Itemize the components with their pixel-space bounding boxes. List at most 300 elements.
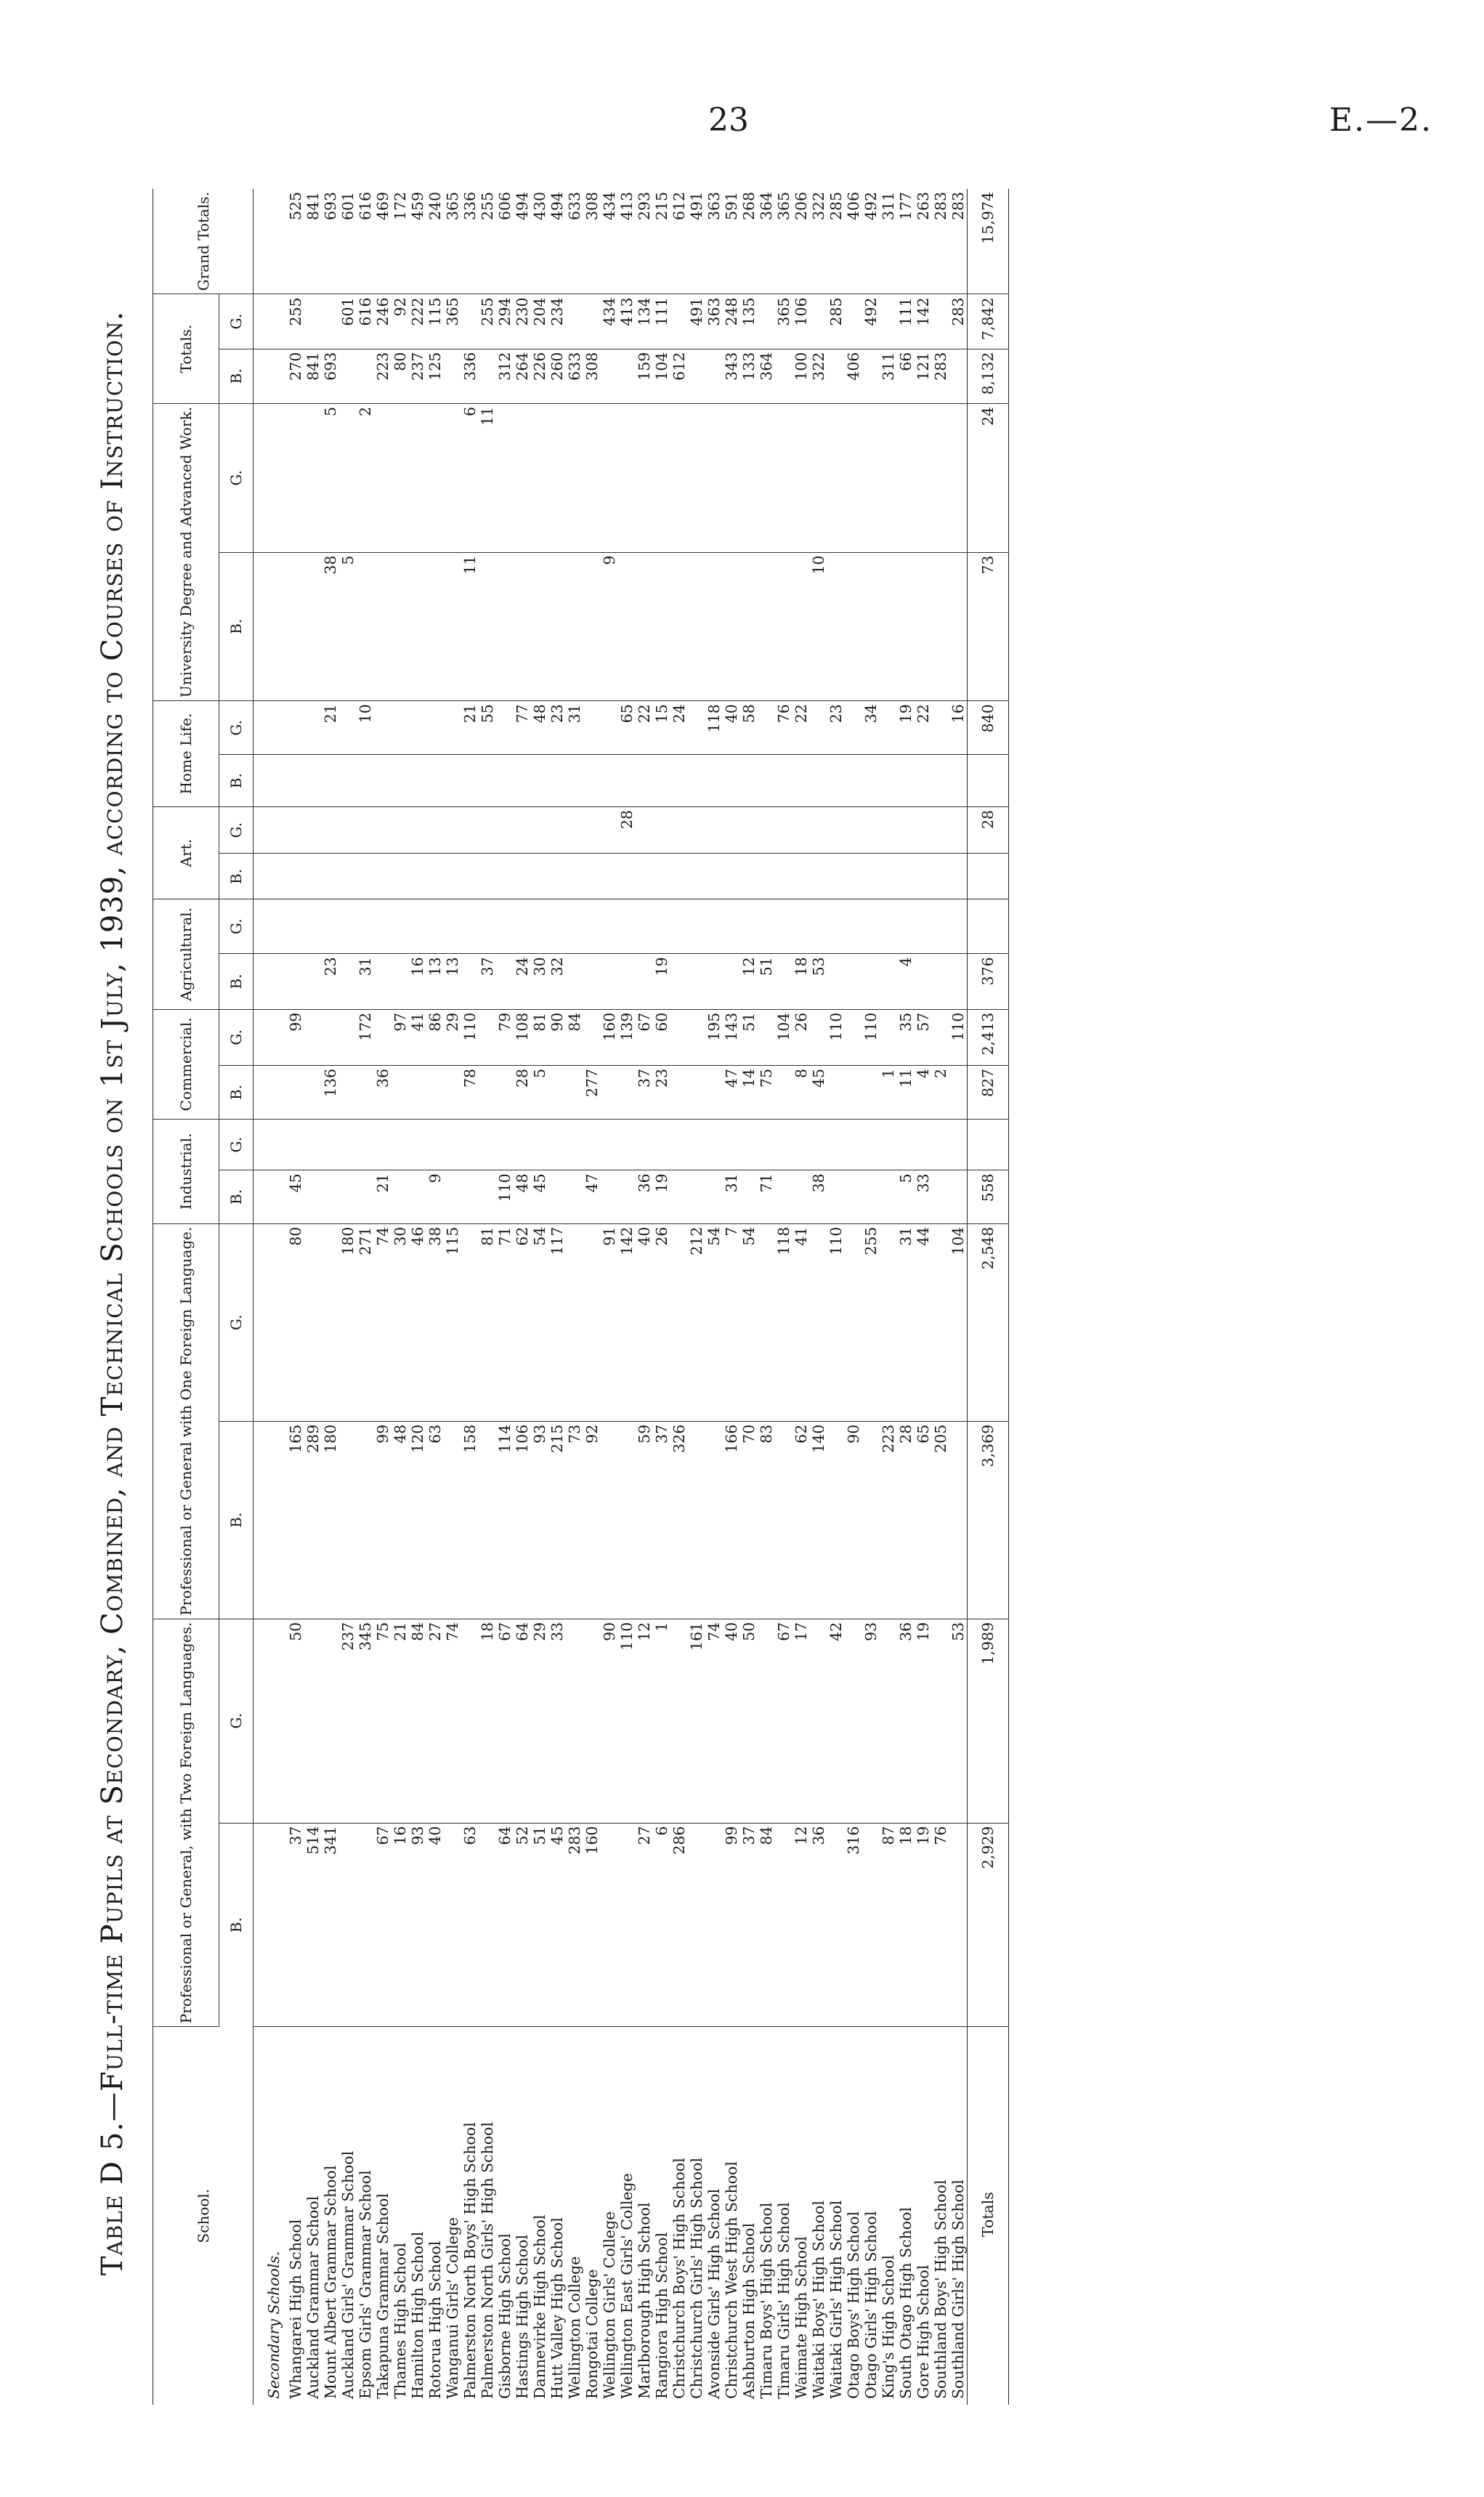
value-cell: 365: [775, 294, 792, 349]
value-cell: 2: [932, 1065, 949, 1119]
total-cell: 28: [968, 806, 1009, 854]
empty-cell: [254, 1619, 288, 1823]
value-cell: [688, 1170, 705, 1223]
value-cell: [548, 552, 566, 701]
value-cell: 6: [653, 1823, 670, 2027]
value-cell: 87: [880, 1823, 897, 2027]
grand-total-cell: 336: [461, 189, 479, 294]
value-cell: [740, 403, 758, 552]
empty-cell: [254, 189, 288, 294]
value-cell: [583, 552, 601, 701]
value-cell: [618, 552, 636, 701]
value-cell: 50: [740, 1619, 758, 1823]
value-cell: [339, 1009, 357, 1065]
value-cell: [601, 755, 618, 807]
school-name: Wanganui Girls' College: [444, 2217, 461, 2399]
page-number: 23: [708, 102, 749, 139]
col-sub-girls: G.: [219, 1619, 254, 1823]
value-cell: [845, 899, 862, 954]
section-row: [254, 189, 288, 2405]
value-cell: 41: [792, 1223, 810, 1421]
table-row: [705, 189, 723, 2405]
value-cell: [583, 899, 601, 954]
value-cell: [322, 755, 339, 807]
school-name: Gisborne High School: [496, 2233, 514, 2399]
value-cell: [339, 1065, 357, 1119]
value-cell: [810, 1619, 827, 1823]
value-cell: [670, 1009, 688, 1065]
grand-total-cell: 434: [601, 189, 618, 294]
value-cell: [775, 349, 792, 403]
grand-total-cell: 172: [392, 189, 409, 294]
value-cell: [670, 1223, 688, 1421]
school-name: Hastings High School: [514, 2234, 531, 2399]
empty-cell: [254, 403, 288, 552]
value-cell: [670, 806, 688, 854]
value-cell: [758, 1120, 775, 1170]
school-name: Marlborough High School: [636, 2202, 653, 2399]
value-cell: [583, 954, 601, 1009]
table-row: [322, 189, 339, 2405]
value-cell: [775, 552, 792, 701]
value-cell: [827, 755, 845, 807]
value-cell: [897, 899, 915, 954]
value-cell: 84: [409, 1619, 426, 1823]
value-cell: [880, 954, 897, 1009]
school-name: Timaru Girls' High School: [775, 2202, 792, 2399]
value-cell: 160: [601, 1009, 618, 1065]
value-cell: [792, 1170, 810, 1223]
total-cell: 1,989: [968, 1619, 1009, 1823]
value-cell: [897, 854, 915, 899]
value-cell: [618, 1170, 636, 1223]
value-cell: [426, 806, 444, 854]
value-cell: [880, 1009, 897, 1065]
school-name: Gore High School: [915, 2265, 932, 2399]
value-cell: [357, 1065, 374, 1119]
value-cell: [514, 755, 531, 807]
value-cell: [339, 1421, 357, 1619]
value-cell: [932, 755, 949, 807]
value-cell: 9: [426, 1170, 444, 1223]
value-cell: [322, 1223, 339, 1421]
value-cell: [601, 1823, 618, 2027]
value-cell: 23: [827, 701, 845, 755]
value-cell: [618, 1823, 636, 2027]
value-cell: [653, 403, 670, 552]
col-sub-boys: B.: [219, 1421, 254, 1619]
grand-total-cell: 591: [723, 189, 740, 294]
value-cell: [740, 806, 758, 854]
value-cell: 160: [583, 1823, 601, 2027]
value-cell: 40: [723, 701, 740, 755]
value-cell: [792, 755, 810, 807]
value-cell: 16: [409, 954, 426, 1009]
value-cell: [374, 806, 392, 854]
table-row: [496, 189, 514, 2405]
value-cell: 99: [723, 1823, 740, 2027]
value-cell: 65: [618, 701, 636, 755]
value-cell: 283: [949, 294, 968, 349]
value-cell: [949, 1170, 968, 1223]
value-cell: [287, 899, 304, 954]
value-cell: 36: [810, 1823, 827, 2027]
value-cell: 406: [845, 349, 862, 403]
value-cell: 40: [723, 1619, 740, 1823]
value-cell: [653, 854, 670, 899]
col-sub-boys: B.: [219, 954, 254, 1009]
col-sub-girls: G.: [219, 1120, 254, 1170]
value-cell: 271: [357, 1223, 374, 1421]
value-cell: 30: [392, 1223, 409, 1421]
school-name: Auckland Grammar School: [304, 2196, 322, 2399]
value-cell: [461, 294, 479, 349]
value-cell: 134: [636, 294, 653, 349]
value-cell: [479, 1170, 496, 1223]
grand-total-cell: 293: [636, 189, 653, 294]
value-cell: [304, 755, 322, 807]
value-cell: [548, 1065, 566, 1119]
value-cell: [357, 899, 374, 954]
value-cell: [566, 1120, 583, 1170]
value-cell: [705, 899, 723, 954]
value-cell: [688, 349, 705, 403]
value-cell: [862, 899, 880, 954]
value-cell: 140: [810, 1421, 827, 1619]
value-cell: [548, 1120, 566, 1170]
grand-total-cell: 363: [705, 189, 723, 294]
value-cell: 246: [374, 294, 392, 349]
value-cell: [740, 1120, 758, 1170]
value-cell: [339, 349, 357, 403]
value-cell: [479, 349, 496, 403]
value-cell: [827, 806, 845, 854]
value-cell: [915, 806, 932, 854]
grand-total-cell: 606: [496, 189, 514, 294]
value-cell: [932, 854, 949, 899]
value-cell: 2: [357, 403, 374, 552]
value-cell: 30: [531, 954, 548, 1009]
value-cell: [740, 854, 758, 899]
value-cell: [583, 701, 601, 755]
value-cell: 24: [514, 954, 531, 1009]
value-cell: [915, 899, 932, 954]
total-cell: 840: [968, 701, 1009, 755]
value-cell: [287, 854, 304, 899]
value-cell: [287, 552, 304, 701]
value-cell: 91: [601, 1223, 618, 1421]
value-cell: 83: [758, 1421, 775, 1619]
value-cell: 48: [514, 1170, 531, 1223]
value-cell: [618, 349, 636, 403]
value-cell: 63: [426, 1421, 444, 1619]
value-cell: [688, 552, 705, 701]
value-cell: [392, 1170, 409, 1223]
school-name: Whangarei High School: [287, 2219, 304, 2399]
value-cell: [810, 899, 827, 954]
table-row: [548, 189, 566, 2405]
value-cell: [339, 403, 357, 552]
school-name: Christchurch Boys' High School: [670, 2158, 688, 2399]
value-cell: 19: [653, 1170, 670, 1223]
value-cell: [322, 806, 339, 854]
value-cell: 47: [723, 1065, 740, 1119]
table-row: [897, 189, 915, 2405]
value-cell: [392, 954, 409, 1009]
value-cell: [775, 1170, 792, 1223]
value-cell: [566, 899, 583, 954]
value-cell: 84: [566, 1009, 583, 1065]
grand-total-cell: 469: [374, 189, 392, 294]
value-cell: 12: [792, 1823, 810, 2027]
table-row: [862, 189, 880, 2405]
value-cell: 31: [723, 1170, 740, 1223]
col-sub-boys: B.: [219, 349, 254, 403]
value-cell: [461, 854, 479, 899]
value-cell: 215: [548, 1421, 566, 1619]
value-cell: 491: [688, 294, 705, 349]
value-cell: 22: [636, 701, 653, 755]
grand-total-cell: 365: [775, 189, 792, 294]
value-cell: [339, 854, 357, 899]
value-cell: 601: [339, 294, 357, 349]
col-group-agricultural: Agricultural.: [153, 899, 219, 1009]
table-row: [827, 189, 845, 2405]
value-cell: 364: [758, 349, 775, 403]
value-cell: 10: [810, 552, 827, 701]
value-cell: [932, 403, 949, 552]
value-cell: [496, 1120, 514, 1170]
value-cell: 133: [740, 349, 758, 403]
value-cell: [444, 1120, 461, 1170]
value-cell: 48: [392, 1421, 409, 1619]
value-cell: 38: [426, 1223, 444, 1421]
value-cell: 76: [775, 701, 792, 755]
col-group-totals: Totals.: [153, 294, 219, 404]
value-cell: [949, 1065, 968, 1119]
value-cell: [304, 806, 322, 854]
value-cell: 104: [653, 349, 670, 403]
value-cell: 226: [531, 349, 548, 403]
value-cell: [392, 552, 409, 701]
value-cell: [479, 899, 496, 954]
value-cell: [897, 806, 915, 854]
value-cell: [880, 755, 897, 807]
empty-cell: [254, 755, 288, 807]
value-cell: [461, 1619, 479, 1823]
grand-total-cell: 263: [915, 189, 932, 294]
school-name: Rongotai College: [583, 2269, 601, 2399]
value-cell: 51: [740, 1009, 758, 1065]
value-cell: [758, 755, 775, 807]
value-cell: [949, 349, 968, 403]
total-cell: [968, 854, 1009, 899]
value-cell: [688, 854, 705, 899]
value-cell: 28: [897, 1421, 915, 1619]
col-sub-girls: G.: [219, 294, 254, 349]
value-cell: 264: [514, 349, 531, 403]
value-cell: [915, 854, 932, 899]
value-cell: [479, 1120, 496, 1170]
value-cell: [670, 854, 688, 899]
value-cell: [357, 806, 374, 854]
grand-total-cell: 215: [653, 189, 670, 294]
value-cell: [810, 806, 827, 854]
value-cell: [339, 899, 357, 954]
value-cell: [758, 552, 775, 701]
col-school: School.: [153, 2027, 254, 2405]
value-cell: 31: [566, 701, 583, 755]
value-cell: [601, 701, 618, 755]
value-cell: [601, 1170, 618, 1223]
value-cell: [479, 1009, 496, 1065]
value-cell: [409, 552, 426, 701]
grand-total-cell: 322: [810, 189, 827, 294]
col-sub-girls: G.: [219, 403, 254, 552]
value-cell: 57: [915, 1009, 932, 1065]
table-row: [426, 189, 444, 2405]
value-cell: 104: [775, 1009, 792, 1065]
value-cell: [339, 701, 357, 755]
school-name: Christchurch Girls' High School: [688, 2157, 705, 2399]
value-cell: 6: [461, 403, 479, 552]
value-cell: [705, 1823, 723, 2027]
value-cell: 7: [723, 1223, 740, 1421]
value-cell: 492: [862, 294, 880, 349]
value-cell: 11: [461, 552, 479, 701]
value-cell: 29: [531, 1619, 548, 1823]
value-cell: 33: [548, 1619, 566, 1823]
value-cell: 117: [548, 1223, 566, 1421]
value-cell: [496, 954, 514, 1009]
value-cell: [339, 1823, 357, 2027]
value-cell: [845, 1223, 862, 1421]
value-cell: [915, 403, 932, 552]
value-cell: [862, 1065, 880, 1119]
value-cell: 33: [915, 1170, 932, 1223]
grand-total-cell: 492: [862, 189, 880, 294]
value-cell: [949, 854, 968, 899]
value-cell: [880, 403, 897, 552]
value-cell: [496, 755, 514, 807]
value-cell: 40: [426, 1823, 444, 2027]
value-cell: [705, 349, 723, 403]
value-cell: [566, 552, 583, 701]
value-cell: [287, 755, 304, 807]
grand-total-cell: 285: [827, 189, 845, 294]
value-cell: [775, 1421, 792, 1619]
value-cell: 159: [636, 349, 653, 403]
grand-total-cell: 633: [566, 189, 583, 294]
value-cell: 135: [740, 294, 758, 349]
total-cell: [968, 1120, 1009, 1170]
value-cell: [287, 1065, 304, 1119]
value-cell: [531, 755, 548, 807]
value-cell: 142: [618, 1223, 636, 1421]
value-cell: 36: [636, 1170, 653, 1223]
value-cell: [409, 806, 426, 854]
value-cell: [461, 755, 479, 807]
value-cell: [636, 552, 653, 701]
value-cell: [601, 403, 618, 552]
value-cell: [862, 854, 880, 899]
empty-cell: [254, 1823, 288, 2027]
value-cell: [566, 755, 583, 807]
value-cell: 312: [496, 349, 514, 403]
value-cell: [583, 854, 601, 899]
value-cell: [670, 755, 688, 807]
value-cell: 260: [548, 349, 566, 403]
value-cell: [566, 1170, 583, 1223]
value-cell: [688, 755, 705, 807]
value-cell: 26: [653, 1223, 670, 1421]
value-cell: [601, 1421, 618, 1619]
value-cell: 16: [392, 1823, 409, 2027]
value-cell: 65: [915, 1421, 932, 1619]
value-cell: [880, 1223, 897, 1421]
value-cell: [444, 1823, 461, 2027]
value-cell: 841: [304, 349, 322, 403]
empty-cell: [254, 1421, 288, 1619]
value-cell: [444, 701, 461, 755]
value-cell: [688, 1823, 705, 2027]
value-cell: [357, 1120, 374, 1170]
value-cell: [792, 403, 810, 552]
value-cell: 79: [496, 1009, 514, 1065]
value-cell: [304, 1223, 322, 1421]
value-cell: 121: [915, 349, 932, 403]
value-cell: [426, 1120, 444, 1170]
grand-total-cell: 364: [758, 189, 775, 294]
table-row: [583, 189, 601, 2405]
value-cell: 58: [740, 701, 758, 755]
value-cell: [496, 854, 514, 899]
value-cell: 81: [531, 1009, 548, 1065]
value-cell: 18: [897, 1823, 915, 2027]
value-cell: 80: [287, 1223, 304, 1421]
value-cell: 37: [740, 1823, 758, 2027]
value-cell: 23: [322, 954, 339, 1009]
value-cell: [287, 701, 304, 755]
value-cell: 90: [548, 1009, 566, 1065]
value-cell: [880, 294, 897, 349]
table-row: [618, 189, 636, 2405]
value-cell: [601, 1120, 618, 1170]
value-cell: [601, 806, 618, 854]
value-cell: [775, 755, 792, 807]
grand-total-cell: 283: [932, 189, 949, 294]
value-cell: [670, 403, 688, 552]
table-row: [339, 189, 357, 2405]
value-cell: [496, 403, 514, 552]
value-cell: [566, 1223, 583, 1421]
value-cell: 693: [322, 349, 339, 403]
value-cell: [827, 899, 845, 954]
value-cell: 37: [636, 1065, 653, 1119]
value-cell: 345: [357, 1619, 374, 1823]
value-cell: [618, 1065, 636, 1119]
value-cell: [392, 1065, 409, 1119]
school-name: Rotorua High School: [426, 2241, 444, 2399]
value-cell: [618, 899, 636, 954]
value-cell: [618, 1120, 636, 1170]
value-cell: [862, 349, 880, 403]
value-cell: 14: [740, 1065, 758, 1119]
table-row: [601, 189, 618, 2405]
value-cell: 612: [670, 349, 688, 403]
value-cell: [862, 954, 880, 1009]
value-cell: 74: [444, 1619, 461, 1823]
